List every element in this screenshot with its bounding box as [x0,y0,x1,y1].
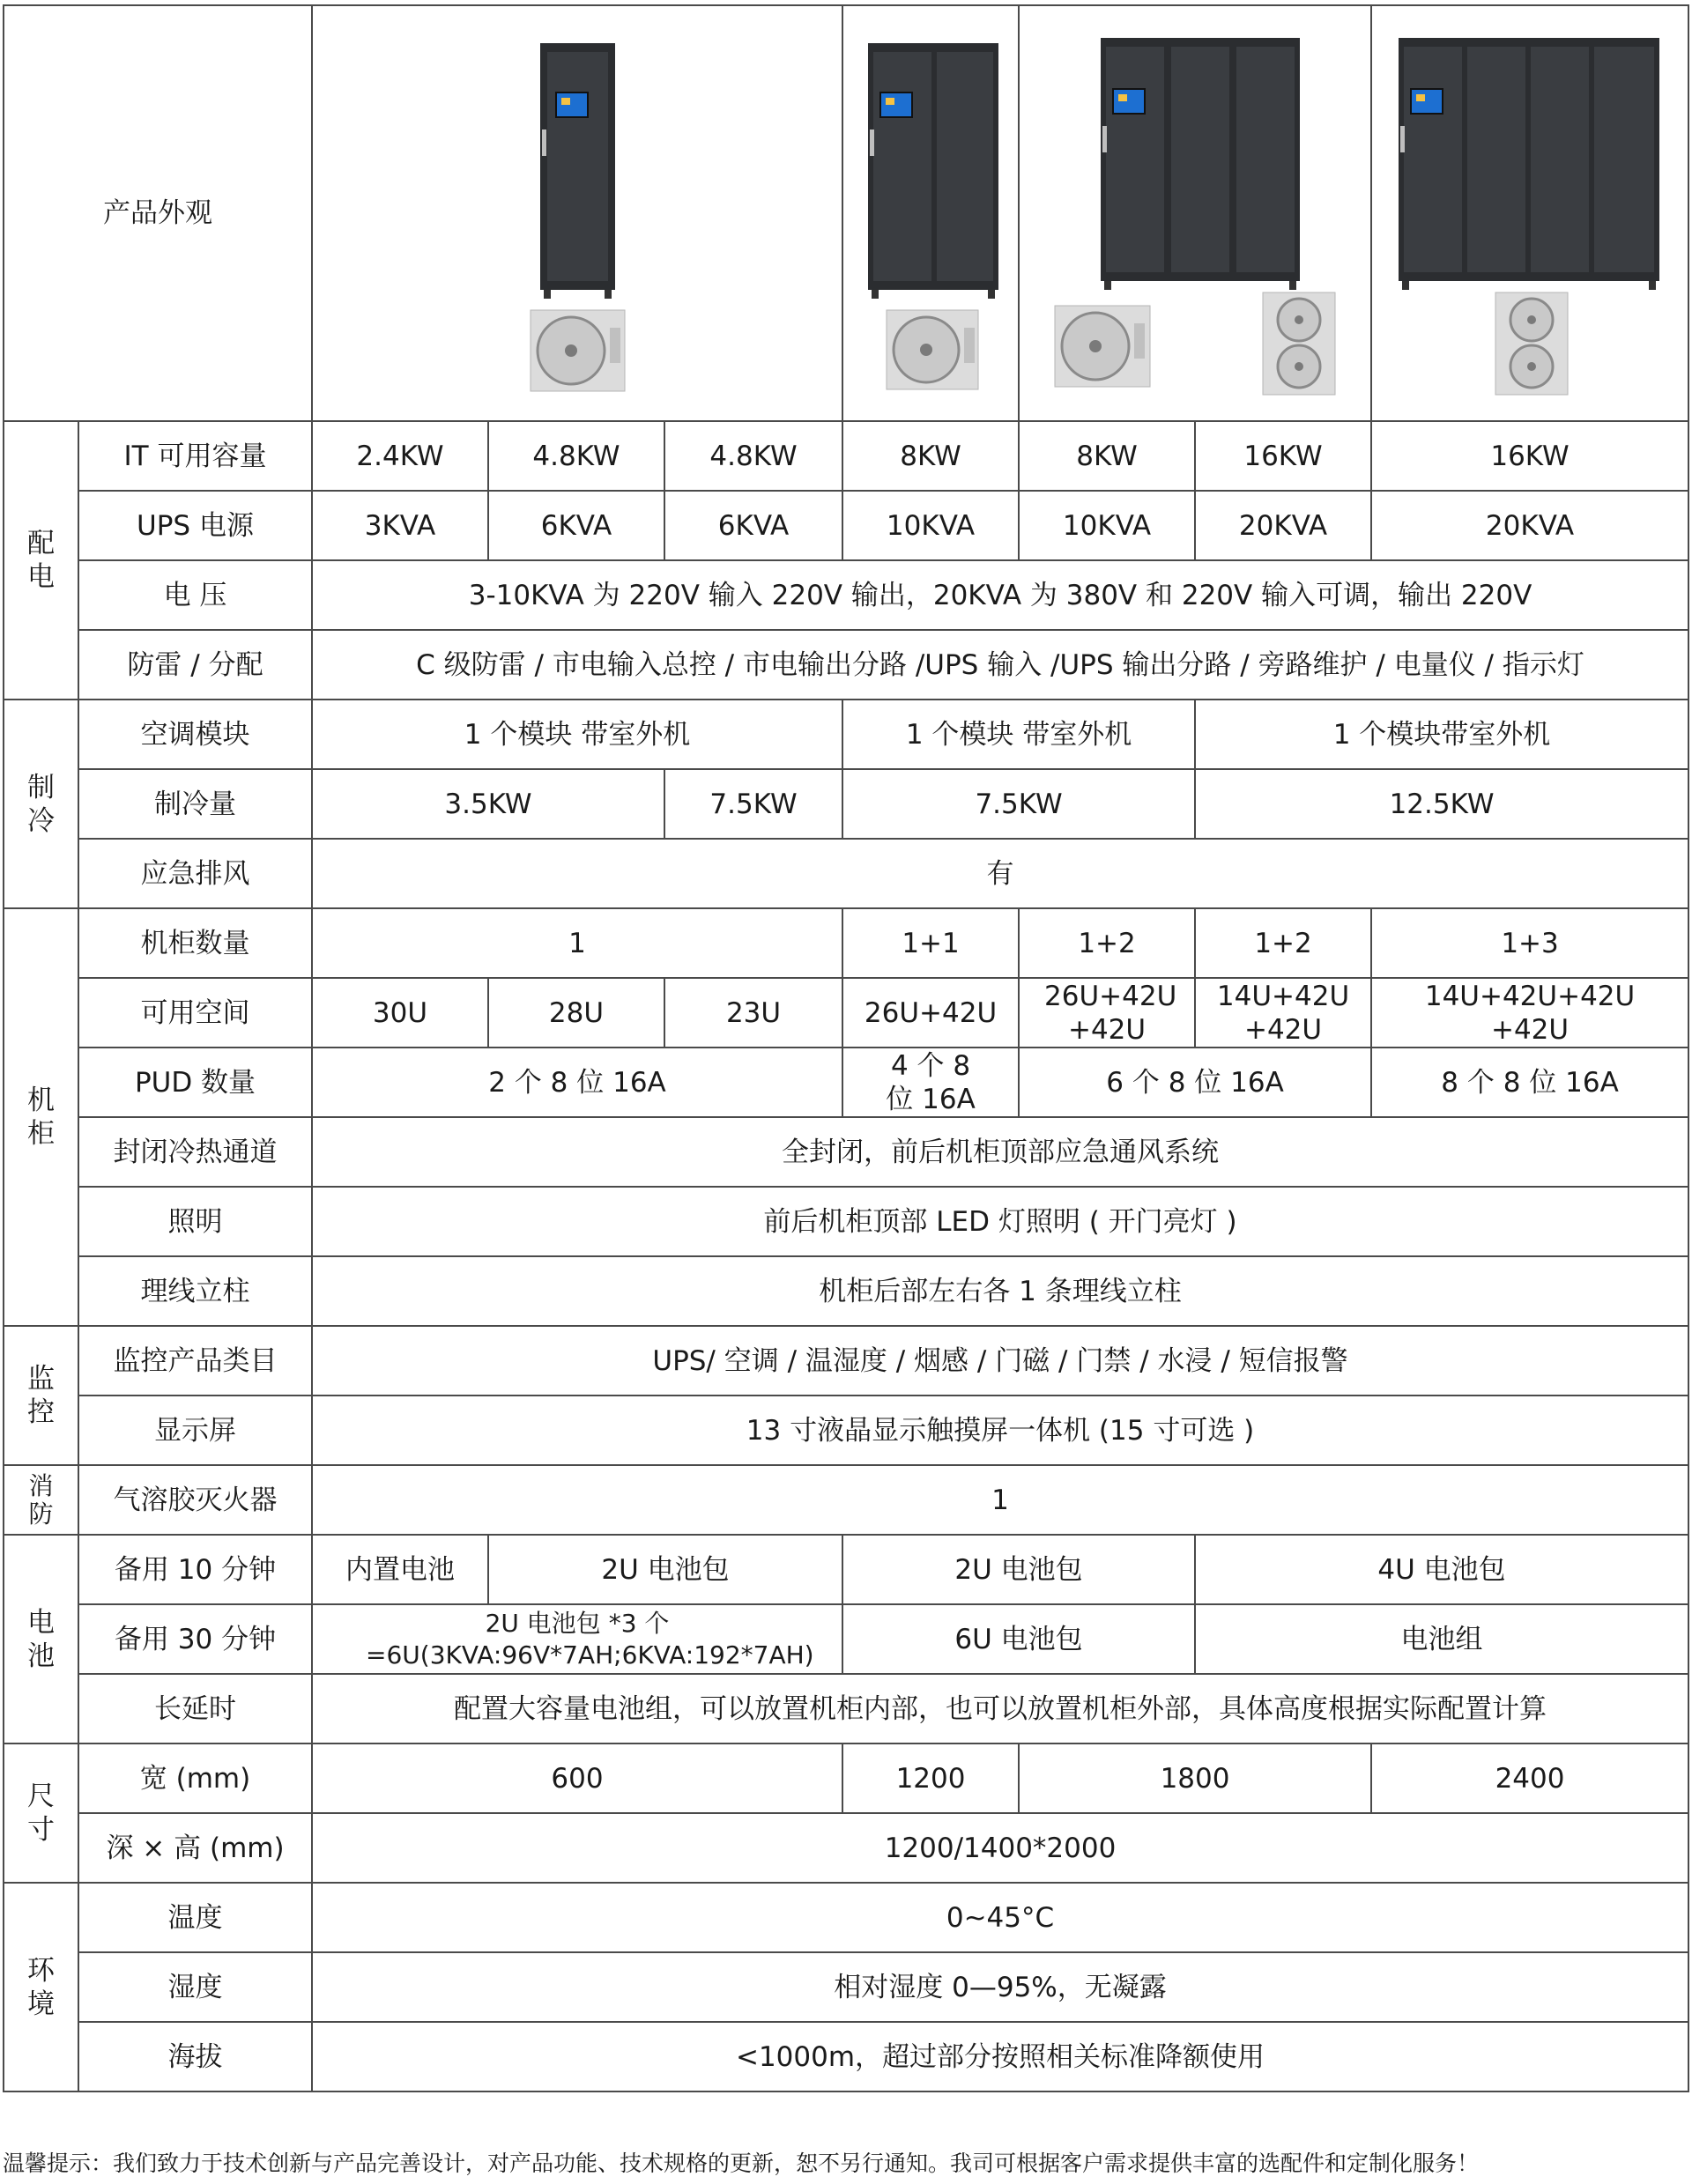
cabinet-icon [868,43,998,299]
section-char: 尺 [27,1781,55,1812]
single-cabinet-illustration [313,6,842,420]
cell: 7.5KW [664,769,842,839]
row-label: 湿度 [78,1952,312,2022]
row-label: 备用 10 分钟 [78,1535,312,1604]
cell: C 级防雷 / 市电输入总控 / 市电输出分路 /UPS 输入 /UPS 输出分路 / 旁路维护 / 电量仪 / 指示灯 [312,630,1688,700]
row-label: 封闭冷热通道 [78,1117,312,1187]
cell: 13 寸液晶显示触摸屏一体机 (15 寸可选 ) [312,1396,1688,1465]
row-it-capacity [4,421,1688,491]
row-lighting [4,1187,1688,1256]
cell: 3.5KW [312,769,664,839]
cabinet-icon [1101,38,1300,290]
section-env-text [4,1954,78,2021]
row-emergency-exhaust [4,839,1688,908]
section-char: 寸 [27,1814,55,1846]
cell: 1 个模块 带室外机 [312,700,842,769]
cell: 4.8KW [488,421,664,491]
row-label: IT 可用容量 [78,421,312,491]
row-label: 气溶胶灭火器 [78,1465,312,1535]
row-space [4,978,1688,1048]
cell: 1 [312,1465,1688,1535]
outdoor-unit-icon [531,310,625,391]
cell: 3-10KVA 为 220V 输入 220V 输出，20KVA 为 380V 和 220V 输入可调，输出 220V [312,560,1688,630]
section-monitor [4,1326,78,1465]
cell: 1+2 [1019,908,1195,978]
cell: 全封闭，前后机柜顶部应急通风系统 [312,1117,1688,1187]
section-env [4,1883,78,2091]
double-cabinet-illustration [843,6,1019,420]
cell: 6KVA [488,491,664,560]
cell: 10KVA [842,491,1019,560]
cell: 26U+42U +42U [1019,978,1195,1048]
cell: 2U 电池包 [842,1535,1195,1604]
product-image-single-cabinet [312,5,842,421]
cell: 0~45°C [312,1883,1688,1952]
cell: 2 个 8 位 16A [312,1048,842,1117]
cell: 28U [488,978,664,1048]
cell: 4U 电池包 [1195,1535,1688,1604]
section-char: 冷 [27,804,55,837]
section-char: 机 [27,1085,55,1116]
cell: 6KVA [664,491,842,560]
cell: <1000m，超过部分按照相关标准降额使用 [312,2022,1688,2091]
section-char: 环 [27,1954,55,1987]
row-label: UPS 电源 [78,491,312,560]
row-lightning [4,630,1688,700]
footer-notice: 温馨提示：我们致力于技术创新与产品完善设计，对产品功能、技术规格的更新，恕不另行通知。我司可根据客户需求提供丰富的选配件和定制化服务！ [3,2151,1480,2176]
cell: 2U 电池包 [488,1535,842,1604]
section-cooling-text [4,771,78,838]
cell: 1200/1400*2000 [312,1813,1688,1883]
section-char: 境 [27,1988,55,2020]
row-temperature [4,1883,1688,1952]
cell: 有 [312,839,1688,908]
cell: 4 个 8 位 16A [842,1048,1019,1117]
row-long-delay [4,1674,1688,1743]
section-battery [4,1535,78,1743]
section-cabinet-text [4,1084,78,1151]
section-char: 防 [28,1499,54,1529]
row-width [4,1743,1688,1813]
cell: 12.5KW [1195,769,1688,839]
cell: 电池组 [1195,1604,1688,1674]
cell: 20KVA [1195,491,1371,560]
section-power-text [4,527,78,594]
row-backup10 [4,1535,1688,1604]
row-label: 温度 [78,1883,312,1952]
row-label: 长延时 [78,1674,312,1743]
cell: 1200 [842,1743,1019,1813]
row-aisle [4,1117,1688,1187]
cell: 2U 电池包 *3 个 =6U(3KVA:96V*7AH;6KVA:192*7AH) [312,1604,842,1674]
cell: 8 个 8 位 16A [1371,1048,1688,1117]
row-cooling-capacity [4,769,1688,839]
row-altitude [4,2022,1688,2091]
row-label: 防雷 / 分配 [78,630,312,700]
section-cooling [4,700,78,908]
cell: 26U+42U [842,978,1019,1048]
cell: 14U+42U+42U +42U [1371,978,1688,1048]
row-depth-height [4,1813,1688,1883]
cell: 前后机柜顶部 LED 灯照明 ( 开门亮灯 ) [312,1187,1688,1256]
section-battery-text [4,1606,78,1673]
row-label: 空调模块 [78,700,312,769]
cell: 30U [312,978,488,1048]
row-display [4,1396,1688,1465]
cell: 14U+42U +42U [1195,978,1371,1048]
cell: 相对湿度 0—95%，无凝露 [312,1952,1688,2022]
row-pdu [4,1048,1688,1117]
cell: 6U 电池包 [842,1604,1195,1674]
row-label: PUD 数量 [78,1048,312,1117]
outdoor-unit-icon [887,310,978,389]
cell: 1800 [1019,1743,1371,1813]
section-power [4,421,78,700]
row-cable-column [4,1256,1688,1326]
section-char: 池 [27,1640,55,1672]
cell: UPS/ 空调 / 温湿度 / 烟感 / 门磁 / 门禁 / 水浸 / 短信报警 [312,1326,1688,1396]
section-char: 监 [27,1363,55,1395]
row-label: 制冷量 [78,769,312,839]
row-aerosol [4,1465,1688,1535]
cell: 内置电池 [312,1535,488,1604]
outdoor-unit-icon [1055,306,1150,387]
section-size-text [4,1780,78,1847]
product-image-double-cabinet [842,5,1019,421]
cell: 16KW [1371,421,1688,491]
section-char: 消 [28,1470,54,1500]
cell: 1 个模块带室外机 [1195,700,1688,769]
cell: 8KW [1019,421,1195,491]
row-humidity [4,1952,1688,2022]
row-label: 照明 [78,1187,312,1256]
row-label: 监控产品类目 [78,1326,312,1396]
row-cabinet-count [4,908,1688,978]
row-label: 理线立柱 [78,1256,312,1326]
cell: 20KVA [1371,491,1688,560]
appearance-label [4,5,312,421]
product-image-quad-cabinet [1371,5,1688,421]
section-char: 制 [27,771,55,803]
row-voltage [4,560,1688,630]
row-label: 可用空间 [78,978,312,1048]
row-ups [4,491,1688,560]
cell: 8KW [842,421,1019,491]
section-char: 配 [27,528,55,559]
section-size [4,1743,78,1883]
row-label: 电 压 [78,560,312,630]
row-label: 应急排风 [78,839,312,908]
product-image-triple-cabinet [1019,5,1371,421]
cell: 1 个模块 带室外机 [842,700,1195,769]
quad-cabinet-illustration [1372,6,1688,420]
cell: 2.4KW [312,421,488,491]
section-char: 电 [27,561,55,593]
cell: 7.5KW [842,769,1195,839]
cell: 23U [664,978,842,1048]
outdoor-unit-icon [1495,292,1568,395]
section-char: 电 [27,1606,55,1639]
row-label: 机柜数量 [78,908,312,978]
appearance-label-text: 产品外观 [103,197,212,229]
section-char: 控 [27,1396,55,1428]
cell: 600 [312,1743,842,1813]
triple-cabinet-illustration [1020,6,1371,420]
cell: 机柜后部左右各 1 条理线立柱 [312,1256,1688,1326]
row-label: 显示屏 [78,1396,312,1465]
cell: 16KW [1195,421,1371,491]
cell: 1 [312,908,842,978]
appearance-row [4,5,1688,421]
cell: 2400 [1371,1743,1688,1813]
cell: 配置大容量电池组，可以放置机柜内部，也可以放置机柜外部，具体高度根据实际配置计算 [312,1674,1688,1743]
cabinet-icon [540,43,615,299]
cell: 10KVA [1019,491,1195,560]
section-fire [4,1465,78,1535]
row-label: 深 × 高 (mm) [78,1813,312,1883]
row-ac-module [4,700,1688,769]
section-monitor-text [4,1362,78,1429]
cell: 1+2 [1195,908,1371,978]
cell: 4.8KW [664,421,842,491]
row-label: 宽 (mm) [78,1743,312,1813]
row-monitor-items [4,1326,1688,1396]
row-backup30 [4,1604,1688,1674]
section-fire-text [4,1472,78,1529]
cell: 6 个 8 位 16A [1019,1048,1371,1117]
section-cabinet [4,908,78,1326]
cell: 3KVA [312,491,488,560]
row-label: 海拔 [78,2022,312,2091]
outdoor-unit-icon [1263,292,1335,395]
section-char: 柜 [27,1118,55,1150]
cell: 1+1 [842,908,1019,978]
cabinet-icon [1399,38,1659,290]
spec-table [3,4,1689,2092]
cell: 1+3 [1371,908,1688,978]
row-label: 备用 30 分钟 [78,1604,312,1674]
